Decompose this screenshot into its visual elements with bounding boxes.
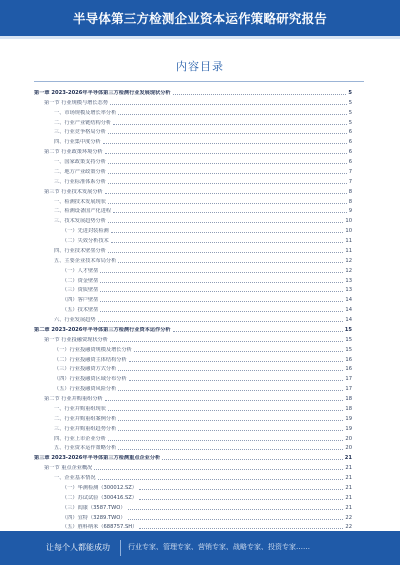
- toc-entry-text: 一、企业基本情况: [54, 475, 96, 481]
- toc-entry-text: （三）资质壁垒: [62, 287, 99, 294]
- toc-page-number: 16: [345, 356, 352, 363]
- toc-entry[interactable]: [34, 274, 352, 284]
- toc-entry[interactable]: [34, 224, 352, 234]
- toc-entry-text: 第二节 行业并购重组分析: [44, 396, 103, 402]
- toc-leader-dots: [129, 361, 344, 362]
- toc-page-number: 11: [345, 238, 352, 244]
- toc-entry[interactable]: [34, 165, 352, 175]
- toc-entry[interactable]: [34, 471, 352, 481]
- toc-page-number: 12: [345, 267, 352, 274]
- toc-entry[interactable]: [34, 432, 352, 442]
- toc-entry[interactable]: [34, 491, 352, 501]
- toc-page-number: 21: [345, 494, 352, 501]
- toc-entry[interactable]: [34, 303, 352, 313]
- toc-entry-text: 第三章 2023-2026年半导体第三方检测重点企业分析: [34, 455, 161, 462]
- toc-entry-text: 三、技术发展趋势分析: [54, 218, 106, 225]
- toc-page-number: 6: [348, 129, 352, 136]
- toc-entry-text: 第三节 行业技术发展分析: [44, 188, 103, 195]
- toc-leader-dots: [110, 104, 347, 105]
- toc-leader-dots: [173, 94, 347, 95]
- toc-page-number: 16: [345, 366, 352, 373]
- footer-bar: [0, 531, 400, 565]
- toc-leader-dots: [100, 301, 343, 302]
- toc-page-number: 9: [348, 208, 352, 215]
- toc-entry[interactable]: [34, 442, 352, 452]
- toc-leader-dots: [118, 114, 346, 115]
- toc-entry[interactable]: [34, 511, 352, 521]
- toc-page-number: 15: [345, 336, 352, 343]
- toc-leader-dots: [100, 311, 343, 312]
- toc-entry[interactable]: [34, 392, 352, 402]
- toc-leader-dots: [118, 390, 343, 391]
- toc-entry-text: 一、检测技术发展现状: [54, 198, 106, 205]
- toc-page-number: 14: [345, 317, 352, 323]
- toc-entry[interactable]: [34, 333, 352, 343]
- toc-leader-dots: [134, 351, 344, 352]
- toc-leader-dots: [118, 370, 343, 371]
- toc-page-number: 14: [345, 297, 352, 304]
- toc-entry[interactable]: [34, 382, 352, 392]
- toc-leader-dots: [118, 430, 343, 431]
- toc-leader-dots: [108, 440, 344, 441]
- toc-entry[interactable]: [34, 402, 352, 412]
- toc-title: 内容目录: [176, 60, 224, 73]
- toc-leader-dots: [100, 272, 343, 273]
- toc-page-number: 7: [348, 178, 352, 185]
- toc-entry[interactable]: [34, 126, 352, 136]
- toc-leader-dots: [118, 420, 343, 421]
- toc-leader-dots: [118, 262, 343, 263]
- toc-page-number: 5: [348, 119, 352, 126]
- toc-entry-text: （三）闳康（3587.TWO）: [62, 504, 126, 511]
- report-header: [0, 0, 400, 36]
- toc-page-number: 5: [348, 99, 352, 106]
- toc-entry-text: 五、行业资本运作策略分析: [54, 445, 117, 452]
- toc-entry[interactable]: [34, 372, 352, 382]
- toc-leader-dots: [111, 242, 344, 243]
- toc-entry-text: 四、行业上市企业分析: [54, 435, 106, 442]
- toc-page-number: 12: [345, 257, 352, 264]
- footer-expertise: 行业专家、管理专家、营销专家、战略专家、投资专家……: [128, 543, 310, 551]
- report-title: 半导体第三方检测企业资本运作策略研究报告: [72, 11, 327, 26]
- toc-leader-dots: [105, 193, 347, 194]
- toc-page-number: 21: [345, 484, 352, 491]
- toc-page-number: 17: [345, 376, 352, 383]
- toc-entry[interactable]: [34, 363, 352, 373]
- toc-entry-text: （二）苏试试验（300416.SZ）: [62, 494, 137, 501]
- toc-leader-dots: [162, 459, 343, 460]
- toc-leader-dots: [108, 252, 344, 253]
- toc-entry-text: 一、市场规模及增长率分析: [54, 109, 117, 116]
- toc-leader-dots: [118, 449, 343, 450]
- toc-entry-text: 第二节 行业政策环境分析: [44, 149, 103, 156]
- toc-leader-dots: [108, 222, 344, 223]
- toc-leader-dots: [100, 282, 343, 283]
- toc-entry-text: （二）资金壁垒: [62, 277, 99, 284]
- toc-leader-dots: [139, 489, 343, 490]
- toc-title-rule: [34, 81, 364, 82]
- toc-leader-dots: [100, 291, 343, 292]
- toc-entry[interactable]: [34, 264, 352, 274]
- toc-entry[interactable]: [34, 412, 352, 422]
- toc-page-number: 21: [345, 465, 352, 472]
- toc-entry[interactable]: [34, 205, 352, 215]
- toc-entry-text: 第一节 重点企业概况: [44, 465, 93, 472]
- toc-entry[interactable]: [34, 422, 352, 432]
- toc-page-number: 5: [348, 109, 352, 116]
- toc-page-number: 8: [348, 198, 352, 205]
- toc-entry[interactable]: [34, 234, 352, 244]
- toc-entry[interactable]: [34, 214, 352, 224]
- toc-entry[interactable]: [34, 343, 352, 353]
- toc-entry[interactable]: [34, 313, 352, 323]
- toc-entry-text: 第一章 2023-2026年半导体第三方检测行业发展现状分析: [34, 89, 171, 96]
- toc-entry-text: 第一节 行业规模与增长态势: [44, 99, 108, 106]
- table-of-contents: [34, 86, 352, 540]
- toc-page-number: 19: [345, 415, 352, 422]
- toc-entry-text: 三、行业标准体系分析: [54, 178, 106, 185]
- toc-entry[interactable]: [34, 353, 352, 363]
- toc-entry-text: （五）胜科纳米（688757.SH）: [62, 524, 138, 531]
- toc-entry-text: 六、行业发展趋势: [54, 317, 96, 323]
- toc-leader-dots: [108, 410, 344, 411]
- toc-entry[interactable]: [34, 481, 352, 491]
- toc-entry[interactable]: [34, 155, 352, 165]
- toc-page-number: 6: [348, 159, 352, 165]
- toc-leader-dots: [128, 509, 344, 510]
- toc-entry-text: 一、行业并购重组现状: [54, 405, 106, 412]
- toc-entry-text: （一）先进封装检测: [62, 228, 109, 235]
- toc-page-number: 18: [345, 405, 352, 412]
- toc-entry-text: （一）华测检测（300012.SZ）: [62, 484, 137, 491]
- toc-page-number: 5: [348, 89, 352, 96]
- toc-entry[interactable]: [34, 195, 352, 205]
- toc-leader-dots: [94, 469, 343, 470]
- toc-entry-text: （五）行业投融资风险分析: [54, 386, 117, 393]
- toc-page-number: 21: [344, 455, 352, 462]
- toc-entry-text: 五、主要企业技术布局分析: [54, 257, 117, 264]
- toc-page-number: 21: [345, 475, 352, 481]
- toc-page-number: 8: [348, 188, 352, 195]
- toc-page-number: 19: [345, 425, 352, 432]
- toc-page-number: 7: [348, 168, 352, 175]
- toc-leader-dots: [173, 331, 343, 332]
- toc-entry[interactable]: [34, 86, 352, 96]
- toc-leader-dots: [111, 232, 344, 233]
- toc-entry-text: 第二章 2023-2026年半导体第三方检测行业资本运作分析: [34, 326, 171, 333]
- toc-entry[interactable]: [34, 501, 352, 511]
- toc-entry-text: 第一节 行业投融资现状分析: [44, 336, 108, 343]
- toc-entry-text: （五）技术壁垒: [62, 307, 99, 314]
- toc-entry-text: 二、行业并购重组案例分析: [54, 415, 117, 422]
- toc-page-number: 17: [345, 386, 352, 393]
- toc-entry[interactable]: [34, 185, 352, 195]
- toc-leader-dots: [113, 212, 347, 213]
- toc-entry-text: 二、行业产业链结构分析: [54, 119, 112, 126]
- toc-entry-text: 三、行业并购重组趋势分析: [54, 425, 117, 432]
- toc-leader-dots: [108, 183, 347, 184]
- toc-entry-text: （一）行业投融资规模及增长分析: [54, 346, 132, 353]
- toc-entry[interactable]: [34, 461, 352, 471]
- toc-leader-dots: [98, 479, 344, 480]
- toc-leader-dots: [103, 143, 347, 144]
- toc-leader-dots: [113, 124, 347, 125]
- toc-entry-text: （三）行业投融资方式分析: [54, 366, 117, 373]
- toc-entry-text: 一、国家政策支持分析: [54, 159, 106, 165]
- toc-page-number: 22: [345, 524, 352, 531]
- toc-page-number: 11: [345, 247, 352, 254]
- toc-entry-text: 四、行业技术壁垒分析: [54, 247, 106, 254]
- toc-page-number: 13: [345, 277, 352, 284]
- toc-leader-dots: [108, 203, 347, 204]
- toc-page-number: 22: [345, 514, 352, 521]
- toc-entry[interactable]: [34, 96, 352, 106]
- toc-page-number: 14: [345, 307, 352, 314]
- toc-entry-text: 三、行业竞争格局分析: [54, 129, 106, 136]
- toc-entry[interactable]: [34, 521, 352, 531]
- toc-entry[interactable]: [34, 106, 352, 116]
- toc-entry[interactable]: [34, 254, 352, 264]
- toc-entry-text: （四）客户壁垒: [62, 297, 99, 304]
- toc-page-number: 10: [345, 218, 352, 225]
- footer-slogan: 让每个人都能成功: [46, 543, 110, 552]
- toc-entry-text: 二、地方产业政策分析: [54, 168, 106, 175]
- toc-page-number: 15: [344, 326, 352, 333]
- toc-page-number: 13: [345, 287, 352, 294]
- toc-entry[interactable]: [34, 293, 352, 303]
- toc-leader-dots: [139, 499, 343, 500]
- toc-entry-text: （一）人才壁垒: [62, 267, 99, 274]
- header-divider: [0, 36, 400, 39]
- toc-leader-dots: [108, 163, 347, 164]
- toc-entry-text: 二、检测设备国产化进程: [54, 208, 112, 215]
- toc-leader-dots: [139, 528, 343, 529]
- toc-leader-dots: [129, 380, 344, 381]
- footer-separator: [120, 540, 121, 556]
- toc-leader-dots: [108, 173, 347, 174]
- toc-entry[interactable]: [34, 145, 352, 155]
- toc-page-number: 6: [348, 139, 352, 146]
- toc-entry-text: （二）失效分析技术: [62, 238, 109, 244]
- toc-page-number: 20: [345, 445, 352, 452]
- toc-entry[interactable]: [34, 284, 352, 294]
- toc-page-number: 6: [348, 149, 352, 156]
- toc-entry[interactable]: [34, 244, 352, 254]
- toc-page-number: 18: [345, 396, 352, 402]
- toc-entry-text: 四、行业集中度分析: [54, 139, 101, 146]
- toc-entry-text: （二）行业投融资主体结构分析: [54, 356, 127, 363]
- toc-entry[interactable]: [34, 323, 352, 333]
- toc-page-number: 21: [345, 504, 352, 511]
- toc-leader-dots: [105, 153, 347, 154]
- toc-leader-dots: [108, 133, 347, 134]
- toc-entry[interactable]: [34, 116, 352, 126]
- toc-entry[interactable]: [34, 451, 352, 461]
- toc-page-number: 15: [345, 346, 352, 353]
- toc-entry-text: （四）行业投融资区域分布分析: [54, 376, 127, 383]
- toc-page-number: 10: [345, 228, 352, 235]
- toc-page-number: 20: [345, 435, 352, 442]
- toc-leader-dots: [110, 341, 343, 342]
- toc-leader-dots: [128, 519, 344, 520]
- toc-entry[interactable]: [34, 135, 352, 145]
- toc-leader-dots: [105, 400, 344, 401]
- toc-entry[interactable]: [34, 175, 352, 185]
- toc-entry-text: （四）宜特（3289.TWO）: [62, 514, 126, 521]
- toc-leader-dots: [98, 321, 344, 322]
